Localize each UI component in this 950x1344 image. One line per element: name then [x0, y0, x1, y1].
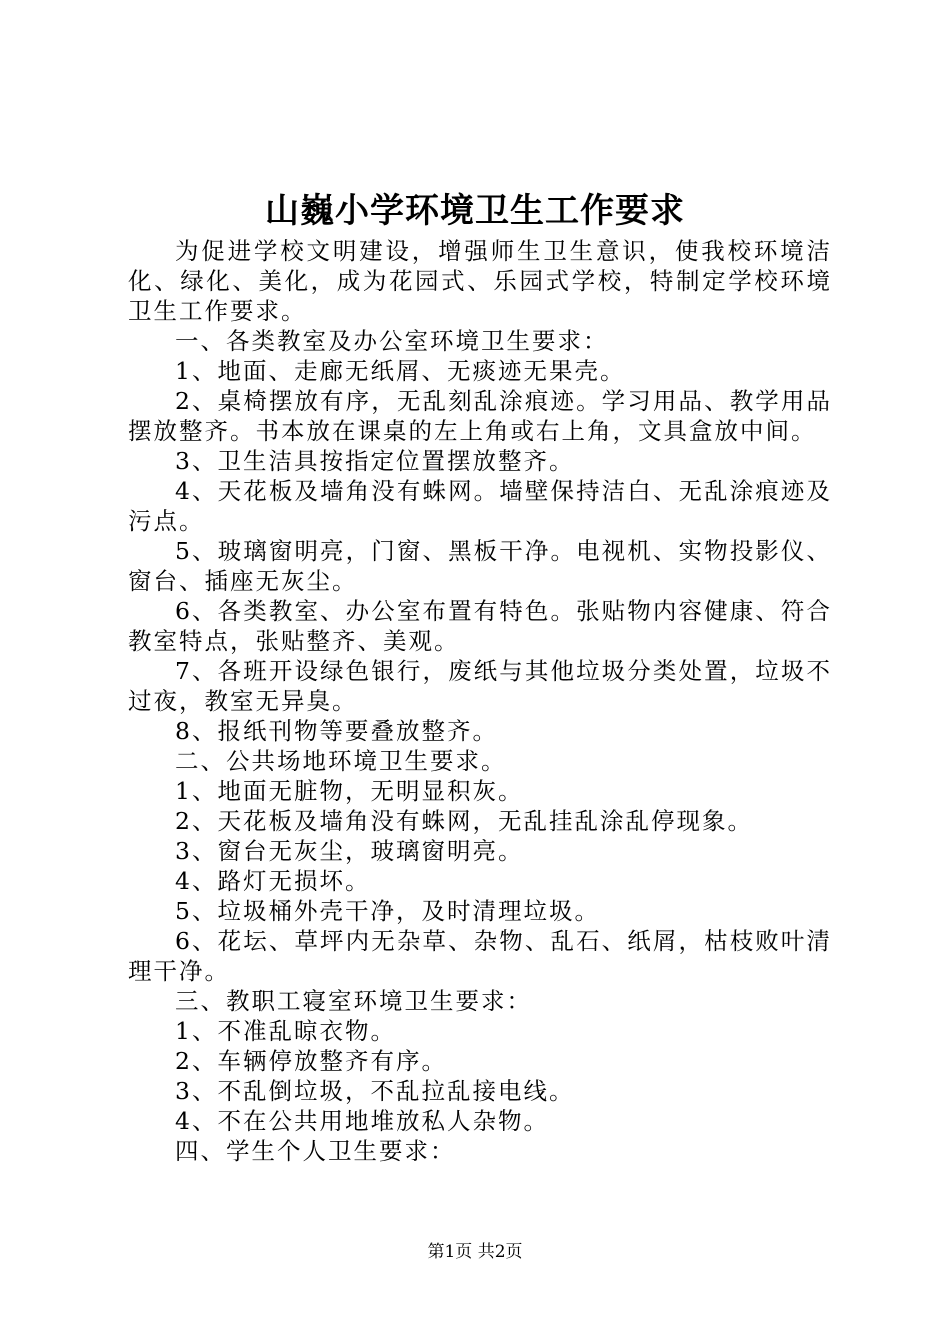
list-item: 5、垃圾桶外壳干净，及时清理垃圾。: [175, 897, 600, 925]
page-number-footer: 第1页 共2页: [427, 1242, 523, 1262]
list-item: 4、不在公共用地堆放私人杂物。: [175, 1107, 549, 1135]
list-item: 6、各类教室、办公室布置有特色。张贴物内容健康、符合教室特点，张贴整齐、美观。: [128, 597, 832, 655]
section-heading: 四、学生个人卫生要求：: [175, 1137, 456, 1165]
section-heading: 一、各类教室及办公室环境卫生要求：: [175, 327, 609, 355]
list-item: 4、天花板及墙角没有蛛网。墙壁保持洁白、无乱涂痕迹及污点。: [128, 477, 832, 535]
list-item: 8、报纸刊物等要叠放整齐。: [175, 717, 498, 745]
list-item: 3、窗台无灰尘，玻璃窗明亮。: [175, 837, 524, 865]
list-item: 2、天花板及墙角没有蛛网，无乱挂乱涂乱停现象。: [175, 807, 753, 835]
section-heading: 三、教职工寝室环境卫生要求：: [175, 987, 532, 1015]
list-item: 2、车辆停放整齐有序。: [175, 1047, 447, 1075]
list-item: 6、花坛、草坪内无杂草、杂物、乱石、纸屑，枯枝败叶清理干净。: [128, 927, 832, 985]
document-title: 山巍小学环境卫生工作要求: [265, 191, 685, 231]
list-item: 2、桌椅摆放有序，无乱刻乱涂痕迹。学习用品、教学用品摆放整齐。书本放在课桌的左上角或右上角，文具盒放中间。: [128, 387, 832, 445]
document-body: [128, 236, 832, 1166]
list-item: 7、各班开设绿色银行，废纸与其他垃圾分类处置，垃圾不过夜，教室无异臭。: [128, 657, 832, 715]
list-item: 1、地面、走廊无纸屑、无痰迹无果壳。: [175, 357, 626, 385]
list-item: 1、不准乱晾衣物。: [175, 1017, 396, 1045]
list-item: 4、路灯无损坏。: [175, 867, 371, 895]
list-item: 5、玻璃窗明亮，门窗、黑板干净。电视机、实物投影仪、窗台、插座无灰尘。: [128, 537, 832, 595]
list-item: 3、卫生洁具按指定位置摆放整齐。: [175, 447, 575, 475]
intro-paragraph: 为促进学校文明建设，增强师生卫生意识，使我校环境洁化、绿化、美化，成为花园式、乐园式学校，特制定学校环境卫生工作要求。: [128, 237, 832, 325]
list-item: 1、地面无脏物，无明显积灰。: [175, 777, 524, 805]
list-item: 3、不乱倒垃圾，不乱拉乱接电线。: [175, 1077, 575, 1105]
section-heading: 二、公共场地环境卫生要求。: [175, 747, 507, 775]
